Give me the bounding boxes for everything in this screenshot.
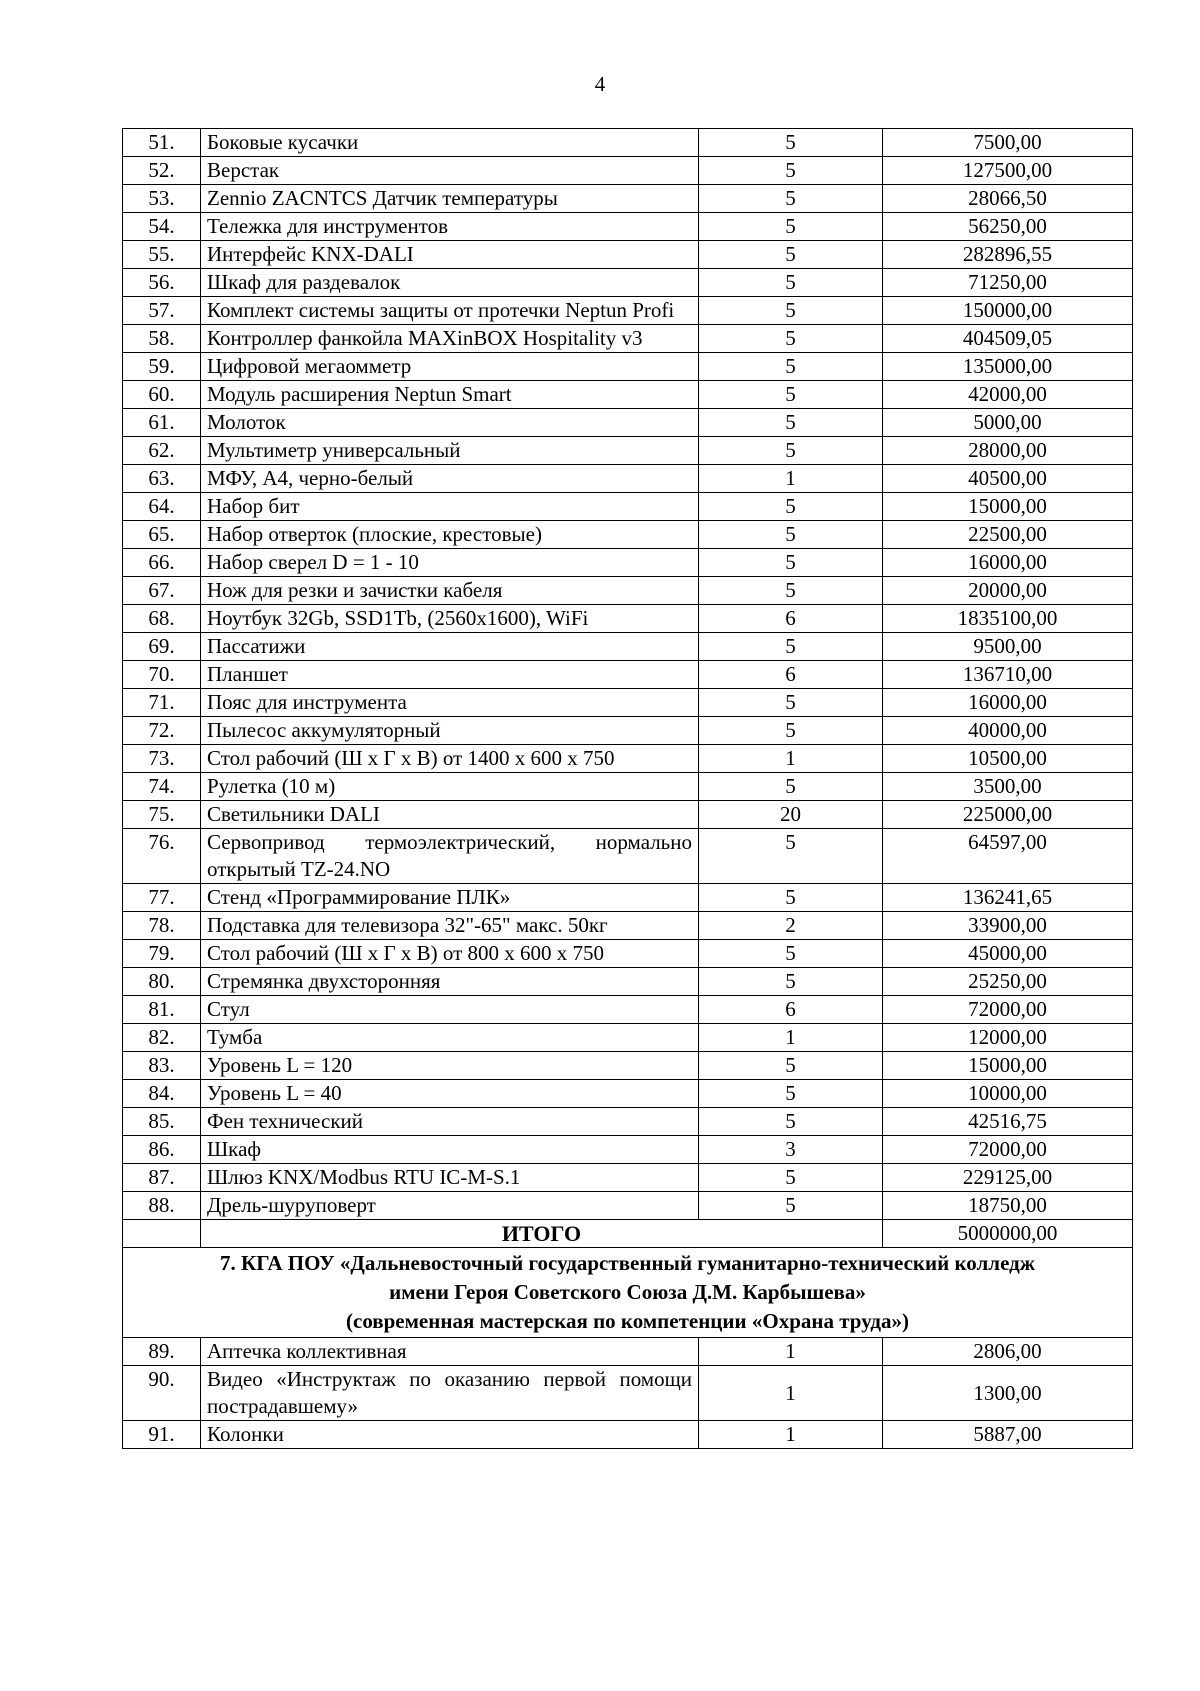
table-row bbox=[123, 353, 1133, 381]
table-row bbox=[123, 996, 1133, 1024]
item-sum: 45000,00 bbox=[883, 940, 1133, 968]
item-quantity: 5 bbox=[699, 241, 883, 269]
row-number: 64. bbox=[123, 493, 201, 521]
item-quantity: 3 bbox=[699, 1136, 883, 1164]
item-quantity: 5 bbox=[699, 269, 883, 297]
row-number: 87. bbox=[123, 1164, 201, 1192]
table-row bbox=[123, 381, 1133, 409]
page-number: 4 bbox=[594, 72, 606, 96]
table-row bbox=[123, 1164, 1133, 1192]
item-quantity: 5 bbox=[699, 213, 883, 241]
item-name: Уровень L = 120 bbox=[201, 1052, 699, 1080]
row-number: 84. bbox=[123, 1080, 201, 1108]
item-name: Комплект системы защиты от протечки Neptun Profi bbox=[201, 297, 699, 325]
section-heading-line-2: имени Героя Советского Союза Д.М. Карбышева» bbox=[389, 1280, 866, 1304]
item-quantity: 6 bbox=[699, 661, 883, 689]
row-number: 89. bbox=[123, 1338, 201, 1366]
item-name: Молоток bbox=[201, 409, 699, 437]
item-quantity: 5 bbox=[699, 577, 883, 605]
item-quantity: 5 bbox=[699, 185, 883, 213]
item-sum: 56250,00 bbox=[883, 213, 1133, 241]
item-name: Мультиметр универсальный bbox=[201, 437, 699, 465]
row-number: 59. bbox=[123, 353, 201, 381]
item-sum: 136241,65 bbox=[883, 884, 1133, 912]
item-name: Нож для резки и зачистки кабеля bbox=[201, 577, 699, 605]
item-sum: 42000,00 bbox=[883, 381, 1133, 409]
row-number: 68. bbox=[123, 605, 201, 633]
item-name: Дрель-шуруповерт bbox=[201, 1192, 699, 1220]
item-name: Стол рабочий (Ш х Г х В) от 1400 х 600 х 750 bbox=[201, 745, 699, 773]
item-sum: 12000,00 bbox=[883, 1024, 1133, 1052]
total-row bbox=[123, 1220, 1133, 1248]
item-name: Тележка для инструментов bbox=[201, 213, 699, 241]
item-sum: 16000,00 bbox=[883, 549, 1133, 577]
item-sum: 18750,00 bbox=[883, 1192, 1133, 1220]
item-sum: 9500,00 bbox=[883, 633, 1133, 661]
row-number: 53. bbox=[123, 185, 201, 213]
total-label: ИТОГО bbox=[201, 1220, 883, 1248]
item-sum: 1300,00 bbox=[883, 1366, 1133, 1421]
item-quantity: 5 bbox=[699, 1192, 883, 1220]
item-quantity: 20 bbox=[699, 801, 883, 829]
item-name: Стул bbox=[201, 996, 699, 1024]
item-name: Модуль расширения Neptun Smart bbox=[201, 381, 699, 409]
item-name: Zennio ZACNTCS Датчик температуры bbox=[201, 185, 699, 213]
item-name: Шкаф bbox=[201, 1136, 699, 1164]
item-name: Пояс для инструмента bbox=[201, 689, 699, 717]
item-name: Тумба bbox=[201, 1024, 699, 1052]
item-name: Видео «Инструктаж по оказанию первой помощи пострадавшему» bbox=[201, 1366, 699, 1421]
row-number: 66. bbox=[123, 549, 201, 577]
item-name: Стенд «Программирование ПЛК» bbox=[201, 884, 699, 912]
item-sum: 282896,55 bbox=[883, 241, 1133, 269]
item-quantity: 5 bbox=[699, 157, 883, 185]
table-row bbox=[123, 325, 1133, 353]
row-number: 52. bbox=[123, 157, 201, 185]
item-name: Интерфейс KNX-DALI bbox=[201, 241, 699, 269]
item-sum: 16000,00 bbox=[883, 689, 1133, 717]
item-quantity: 1 bbox=[699, 1421, 883, 1449]
row-number: 54. bbox=[123, 213, 201, 241]
row-number: 86. bbox=[123, 1136, 201, 1164]
item-name: Колонки bbox=[201, 1421, 699, 1449]
row-number: 83. bbox=[123, 1052, 201, 1080]
item-quantity: 6 bbox=[699, 605, 883, 633]
item-name: Аптечка коллективная bbox=[201, 1338, 699, 1366]
row-number: 82. bbox=[123, 1024, 201, 1052]
item-sum: 25250,00 bbox=[883, 968, 1133, 996]
table-row bbox=[123, 409, 1133, 437]
item-name: Ноутбук 32Gb, SSD1Tb, (2560x1600), WiFi bbox=[201, 605, 699, 633]
row-number: 63. bbox=[123, 465, 201, 493]
row-number: 62. bbox=[123, 437, 201, 465]
item-quantity: 5 bbox=[699, 1108, 883, 1136]
item-sum: 3500,00 bbox=[883, 773, 1133, 801]
item-quantity: 5 bbox=[699, 129, 883, 157]
item-name: Набор отверток (плоские, крестовые) bbox=[201, 521, 699, 549]
item-sum: 229125,00 bbox=[883, 1164, 1133, 1192]
table-row bbox=[123, 213, 1133, 241]
table-row bbox=[123, 773, 1133, 801]
table-row bbox=[123, 129, 1133, 157]
row-number: 90. bbox=[123, 1366, 201, 1421]
item-sum: 71250,00 bbox=[883, 269, 1133, 297]
item-quantity: 5 bbox=[699, 773, 883, 801]
item-quantity: 5 bbox=[699, 353, 883, 381]
row-number: 58. bbox=[123, 325, 201, 353]
row-number: 67. bbox=[123, 577, 201, 605]
row-number: 91. bbox=[123, 1421, 201, 1449]
table-row bbox=[123, 1108, 1133, 1136]
item-quantity: 1 bbox=[699, 1366, 883, 1421]
item-quantity: 5 bbox=[699, 549, 883, 577]
item-name: Набор сверел D = 1 - 10 bbox=[201, 549, 699, 577]
table-row bbox=[123, 577, 1133, 605]
item-sum: 404509,05 bbox=[883, 325, 1133, 353]
row-number: 70. bbox=[123, 661, 201, 689]
row-number: 78. bbox=[123, 912, 201, 940]
item-quantity: 1 bbox=[699, 1338, 883, 1366]
item-sum: 15000,00 bbox=[883, 1052, 1133, 1080]
item-sum: 5000,00 bbox=[883, 409, 1133, 437]
item-sum: 72000,00 bbox=[883, 1136, 1133, 1164]
equipment-table bbox=[122, 128, 1133, 1449]
row-number: 75. bbox=[123, 801, 201, 829]
table-row bbox=[123, 968, 1133, 996]
table-row bbox=[123, 493, 1133, 521]
item-quantity: 5 bbox=[699, 437, 883, 465]
item-name: Пылесос аккумуляторный bbox=[201, 717, 699, 745]
item-sum: 135000,00 bbox=[883, 353, 1133, 381]
item-name: МФУ, А4, черно-белый bbox=[201, 465, 699, 493]
row-number: 77. bbox=[123, 884, 201, 912]
table-row bbox=[123, 297, 1133, 325]
table-row bbox=[123, 745, 1133, 773]
item-sum: 10500,00 bbox=[883, 745, 1133, 773]
item-sum: 40500,00 bbox=[883, 465, 1133, 493]
section-heading-line-1: 7. КГА ПОУ «Дальневосточный государственный гуманитарно-технический колледж bbox=[220, 1251, 1035, 1275]
item-name: Боковые кусачки bbox=[201, 129, 699, 157]
table-row bbox=[123, 884, 1133, 912]
item-sum: 136710,00 bbox=[883, 661, 1133, 689]
item-name: Светильники DALI bbox=[201, 801, 699, 829]
table-row bbox=[123, 465, 1133, 493]
row-number: 57. bbox=[123, 297, 201, 325]
item-quantity: 5 bbox=[699, 884, 883, 912]
table-row bbox=[123, 1136, 1133, 1164]
row-number: 85. bbox=[123, 1108, 201, 1136]
item-name: Цифровой мегаомметр bbox=[201, 353, 699, 381]
row-number: 65. bbox=[123, 521, 201, 549]
item-quantity: 5 bbox=[699, 521, 883, 549]
table-body-section-7 bbox=[123, 1338, 1133, 1449]
item-name: Шлюз KNX/Modbus RTU IC-M-S.1 bbox=[201, 1164, 699, 1192]
item-sum: 2806,00 bbox=[883, 1338, 1133, 1366]
table-row bbox=[123, 605, 1133, 633]
item-name: Рулетка (10 м) bbox=[201, 773, 699, 801]
item-quantity: 5 bbox=[699, 968, 883, 996]
table-row bbox=[123, 633, 1133, 661]
table-total bbox=[123, 1220, 1133, 1338]
row-number: 79. bbox=[123, 940, 201, 968]
item-sum: 127500,00 bbox=[883, 157, 1133, 185]
item-sum: 22500,00 bbox=[883, 521, 1133, 549]
item-name: Планшет bbox=[201, 661, 699, 689]
row-number: 81. bbox=[123, 996, 201, 1024]
row-number: 88. bbox=[123, 1192, 201, 1220]
item-quantity: 5 bbox=[699, 633, 883, 661]
table-row bbox=[123, 912, 1133, 940]
item-quantity: 5 bbox=[699, 493, 883, 521]
row-number: 72. bbox=[123, 717, 201, 745]
row-number: 61. bbox=[123, 409, 201, 437]
item-sum: 64597,00 bbox=[883, 829, 1133, 884]
item-name: Подставка для телевизора 32"-65" макс. 50кг bbox=[201, 912, 699, 940]
row-number: 51. bbox=[123, 129, 201, 157]
table-body-section-6 bbox=[123, 129, 1133, 1220]
item-name: Сервопривод термоэлектрический, нормально открытый TZ-24.NO bbox=[201, 829, 699, 884]
table-row bbox=[123, 1338, 1133, 1366]
item-quantity: 5 bbox=[699, 717, 883, 745]
item-sum: 72000,00 bbox=[883, 996, 1133, 1024]
table-row bbox=[123, 1080, 1133, 1108]
item-name: Стол рабочий (Ш х Г х В) от 800 х 600 х 750 bbox=[201, 940, 699, 968]
item-name: Шкаф для раздевалок bbox=[201, 269, 699, 297]
item-sum: 15000,00 bbox=[883, 493, 1133, 521]
total-no-cell bbox=[123, 1220, 201, 1248]
row-number: 71. bbox=[123, 689, 201, 717]
item-quantity: 1 bbox=[699, 745, 883, 773]
item-name: Стремянка двухсторонняя bbox=[201, 968, 699, 996]
table-row bbox=[123, 829, 1133, 884]
section-heading-line-3: (современная мастерская по компетенции «Охрана труда») bbox=[346, 1309, 909, 1333]
item-quantity: 5 bbox=[699, 1164, 883, 1192]
table-row bbox=[123, 157, 1133, 185]
item-sum: 5887,00 bbox=[883, 1421, 1133, 1449]
row-number: 76. bbox=[123, 829, 201, 884]
item-sum: 150000,00 bbox=[883, 297, 1133, 325]
item-sum: 10000,00 bbox=[883, 1080, 1133, 1108]
item-name: Пассатижи bbox=[201, 633, 699, 661]
item-name: Верстак bbox=[201, 157, 699, 185]
table-row bbox=[123, 437, 1133, 465]
item-quantity: 5 bbox=[699, 1052, 883, 1080]
item-name: Набор бит bbox=[201, 493, 699, 521]
item-sum: 42516,75 bbox=[883, 1108, 1133, 1136]
item-sum: 28066,50 bbox=[883, 185, 1133, 213]
item-quantity: 5 bbox=[699, 940, 883, 968]
row-number: 60. bbox=[123, 381, 201, 409]
item-sum: 1835100,00 bbox=[883, 605, 1133, 633]
item-quantity: 1 bbox=[699, 1024, 883, 1052]
item-name: Уровень L = 40 bbox=[201, 1080, 699, 1108]
item-sum: 20000,00 bbox=[883, 577, 1133, 605]
table-row bbox=[123, 689, 1133, 717]
table-row bbox=[123, 1366, 1133, 1421]
row-number: 73. bbox=[123, 745, 201, 773]
row-number: 56. bbox=[123, 269, 201, 297]
table-row bbox=[123, 185, 1133, 213]
table-row bbox=[123, 269, 1133, 297]
item-quantity: 2 bbox=[699, 912, 883, 940]
item-sum: 33900,00 bbox=[883, 912, 1133, 940]
table-row bbox=[123, 801, 1133, 829]
item-sum: 225000,00 bbox=[883, 801, 1133, 829]
item-quantity: 5 bbox=[699, 409, 883, 437]
table-row bbox=[123, 940, 1133, 968]
table-row bbox=[123, 521, 1133, 549]
table-row bbox=[123, 717, 1133, 745]
row-number: 80. bbox=[123, 968, 201, 996]
item-quantity: 5 bbox=[699, 829, 883, 884]
row-number: 69. bbox=[123, 633, 201, 661]
table-row bbox=[123, 241, 1133, 269]
item-quantity: 5 bbox=[699, 1080, 883, 1108]
item-quantity: 5 bbox=[699, 297, 883, 325]
total-sum: 5000000,00 bbox=[883, 1220, 1133, 1248]
item-sum: 40000,00 bbox=[883, 717, 1133, 745]
table-row bbox=[123, 549, 1133, 577]
item-name: Фен технический bbox=[201, 1108, 699, 1136]
table-row bbox=[123, 1192, 1133, 1220]
item-quantity: 6 bbox=[699, 996, 883, 1024]
table-row bbox=[123, 1024, 1133, 1052]
item-quantity: 5 bbox=[699, 689, 883, 717]
item-sum: 28000,00 bbox=[883, 437, 1133, 465]
section-heading-row bbox=[123, 1248, 1133, 1338]
table-row bbox=[123, 1052, 1133, 1080]
section-heading bbox=[123, 1248, 1133, 1338]
item-name: Контроллер фанкойла MAXinBOX Hospitality v3 bbox=[201, 325, 699, 353]
item-quantity: 5 bbox=[699, 325, 883, 353]
table-row bbox=[123, 1421, 1133, 1449]
table-row bbox=[123, 661, 1133, 689]
row-number: 55. bbox=[123, 241, 201, 269]
item-sum: 7500,00 bbox=[883, 129, 1133, 157]
row-number: 74. bbox=[123, 773, 201, 801]
item-quantity: 5 bbox=[699, 381, 883, 409]
item-quantity: 1 bbox=[699, 465, 883, 493]
